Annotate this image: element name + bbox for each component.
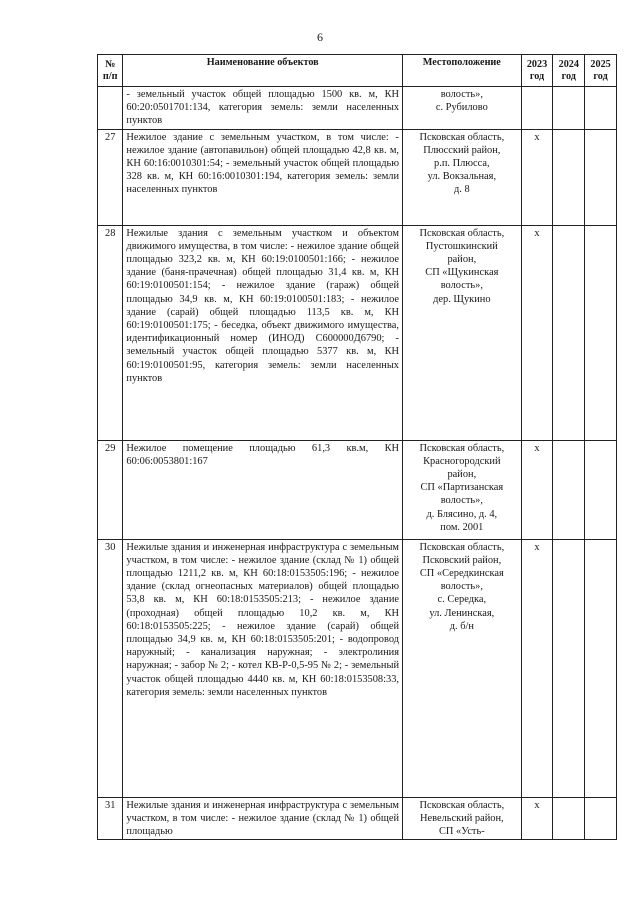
location-line: волость», [440, 581, 483, 593]
location-line: ул. Вокзальная, [427, 171, 497, 183]
location-line: д. Блясино, д. 4, [426, 508, 498, 520]
location-line: Красногородский [423, 455, 501, 467]
table-row [98, 225, 617, 440]
location-line: р.п. Плюсса, [434, 158, 490, 170]
mark-2025 [585, 225, 617, 440]
location-line: Псковская область, [419, 227, 505, 239]
mark-2025 [585, 87, 617, 130]
table-row [98, 440, 617, 539]
mark-2023: х [521, 440, 553, 539]
location-line: Псковская область, [419, 442, 505, 454]
object-location [403, 87, 522, 130]
page-number: 6 [317, 30, 323, 44]
table-header-row [98, 55, 617, 87]
location-line: Плюсский район, [423, 144, 501, 156]
row-number: 29 [98, 440, 123, 539]
mark-2023: х [521, 129, 553, 225]
location-line: с. Рубилово [435, 102, 488, 114]
object-description: Нежилое помещение площадью 61,3 кв.м, КН 60:06:0053801:167 [123, 440, 403, 539]
location-line: Псковская область, [419, 799, 505, 811]
objects-table [97, 54, 617, 840]
location-line: район, [447, 254, 477, 266]
header-2025: 2025 год [585, 55, 617, 87]
table-row [98, 129, 617, 225]
object-location [403, 225, 522, 440]
object-description: - земельный участок общей площадью 1500 кв. м, КН 60:20:0501701:134, категория земель: земли населенных пунктов [123, 87, 403, 130]
header-name: Наименование объектов [123, 55, 403, 87]
mark-2023: х [521, 225, 553, 440]
location-line: волость», [440, 280, 483, 292]
header-num: № п/п [98, 55, 123, 87]
location-line: район, [447, 469, 477, 481]
location-line: Псковская область, [419, 541, 505, 553]
mark-2025 [585, 797, 617, 840]
location-line: с. Середка, [437, 594, 487, 606]
header-location: Местоположение [403, 55, 522, 87]
object-description: Нежилые здания с земельным участком и объектом движимого имущества, в том числе: - нежилое здание общей площадью 323,2 кв. м, КН 60:19:0100501:166; - нежилое здание (баня-прачечная) общей площадью 31,4 кв. м, КН 60:19:0100501:154; - нежилое здание (гараж) общей площадью 34,9 кв. м, КН 60:19:0100501:183; - нежилое здание (сарай) общей площадью 113,5 кв. м, КН 60:19:0100501:175; - беседка, объект движимого имущества, идентификационный номер (ИНОД) С600000Д6790; - земельный участок общей площадью 5377 кв. м, КН 60:19:0100501:95, категория земель: земли населенных пунктов [123, 225, 403, 440]
mark-2025 [585, 129, 617, 225]
location-line: ул. Ленинская, [429, 607, 495, 619]
location-line: волость», [440, 495, 483, 507]
mark-2023: х [521, 797, 553, 840]
row-number: 31 [98, 797, 123, 840]
location-line: СП «Щукинская [425, 267, 499, 279]
location-line: Невельский район, [420, 812, 504, 824]
table-row [98, 87, 617, 130]
mark-2025 [585, 539, 617, 797]
object-location [403, 539, 522, 797]
mark-2023 [521, 87, 553, 130]
object-location [403, 129, 522, 225]
location-line: СП «Партизанская [420, 482, 504, 494]
location-line: пом. 2001 [440, 521, 484, 533]
mark-2024 [553, 87, 585, 130]
mark-2024 [553, 797, 585, 840]
location-line: д. б/н [449, 620, 474, 632]
location-line: волость», [440, 89, 483, 100]
location-line: Пустошкинский [425, 240, 498, 252]
object-description: Нежилые здания и инженерная инфраструктура с земельным участком, в том числе: - нежилое здание (склад № 1) общей площадью [123, 797, 403, 840]
table-row [98, 797, 617, 840]
location-line: Псковский район, [422, 554, 502, 566]
mark-2025 [585, 440, 617, 539]
location-line: Псковская область, [419, 131, 505, 143]
mark-2023: х [521, 539, 553, 797]
location-line: д. 8 [453, 184, 470, 196]
row-number [98, 87, 123, 130]
header-2024: 2024 год [553, 55, 585, 87]
object-description: Нежилые здания и инженерная инфраструктура с земельным участком, в том числе: - нежилое здание (склад № 1) общей площадью 1211,2 кв. м, КН 60:18:0153505:196; - нежилое здание (склад огнеопасных материалов) общей площадью 53,8 кв. м, КН 60:18:0153505:213; - нежилое здание (проходная) общей площадью 10,2 кв. м, КН 60:18:0153505:225; - нежилое здание (сарай) общей площадью 34,9 кв. м, КН 60:18:0153505:201; - водопровод наружный; - канализация наружная; - электролиния наружная; - забор № 2; - котел КВ-Р-0,5-95 № 2; - земельный участок общей площадью 4440 кв. м, КН 60:18:0153508:33, категория земель: земли населенных пунктов [123, 539, 403, 797]
row-number: 27 [98, 129, 123, 225]
header-2023: 2023 год [521, 55, 553, 87]
row-number: 30 [98, 539, 123, 797]
mark-2024 [553, 440, 585, 539]
table-row [98, 539, 617, 797]
location-line: дер. Щукино [433, 293, 491, 305]
location-line: СП «Середкинская [419, 568, 504, 580]
mark-2024 [553, 225, 585, 440]
object-location [403, 797, 522, 840]
mark-2024 [553, 129, 585, 225]
object-location [403, 440, 522, 539]
mark-2024 [553, 539, 585, 797]
location-line: СП «Усть- [438, 826, 485, 838]
row-number: 28 [98, 225, 123, 440]
object-description: Нежилое здание с земельным участком, в том числе: - нежилое здание (автопавильон) общей площадью 42,8 кв. м, КН 60:16:0010301:54; - земельный участок общей площадью 328 кв. м, КН 60:16:0010301:194, категория земель: земли населенных пунктов [123, 129, 403, 225]
